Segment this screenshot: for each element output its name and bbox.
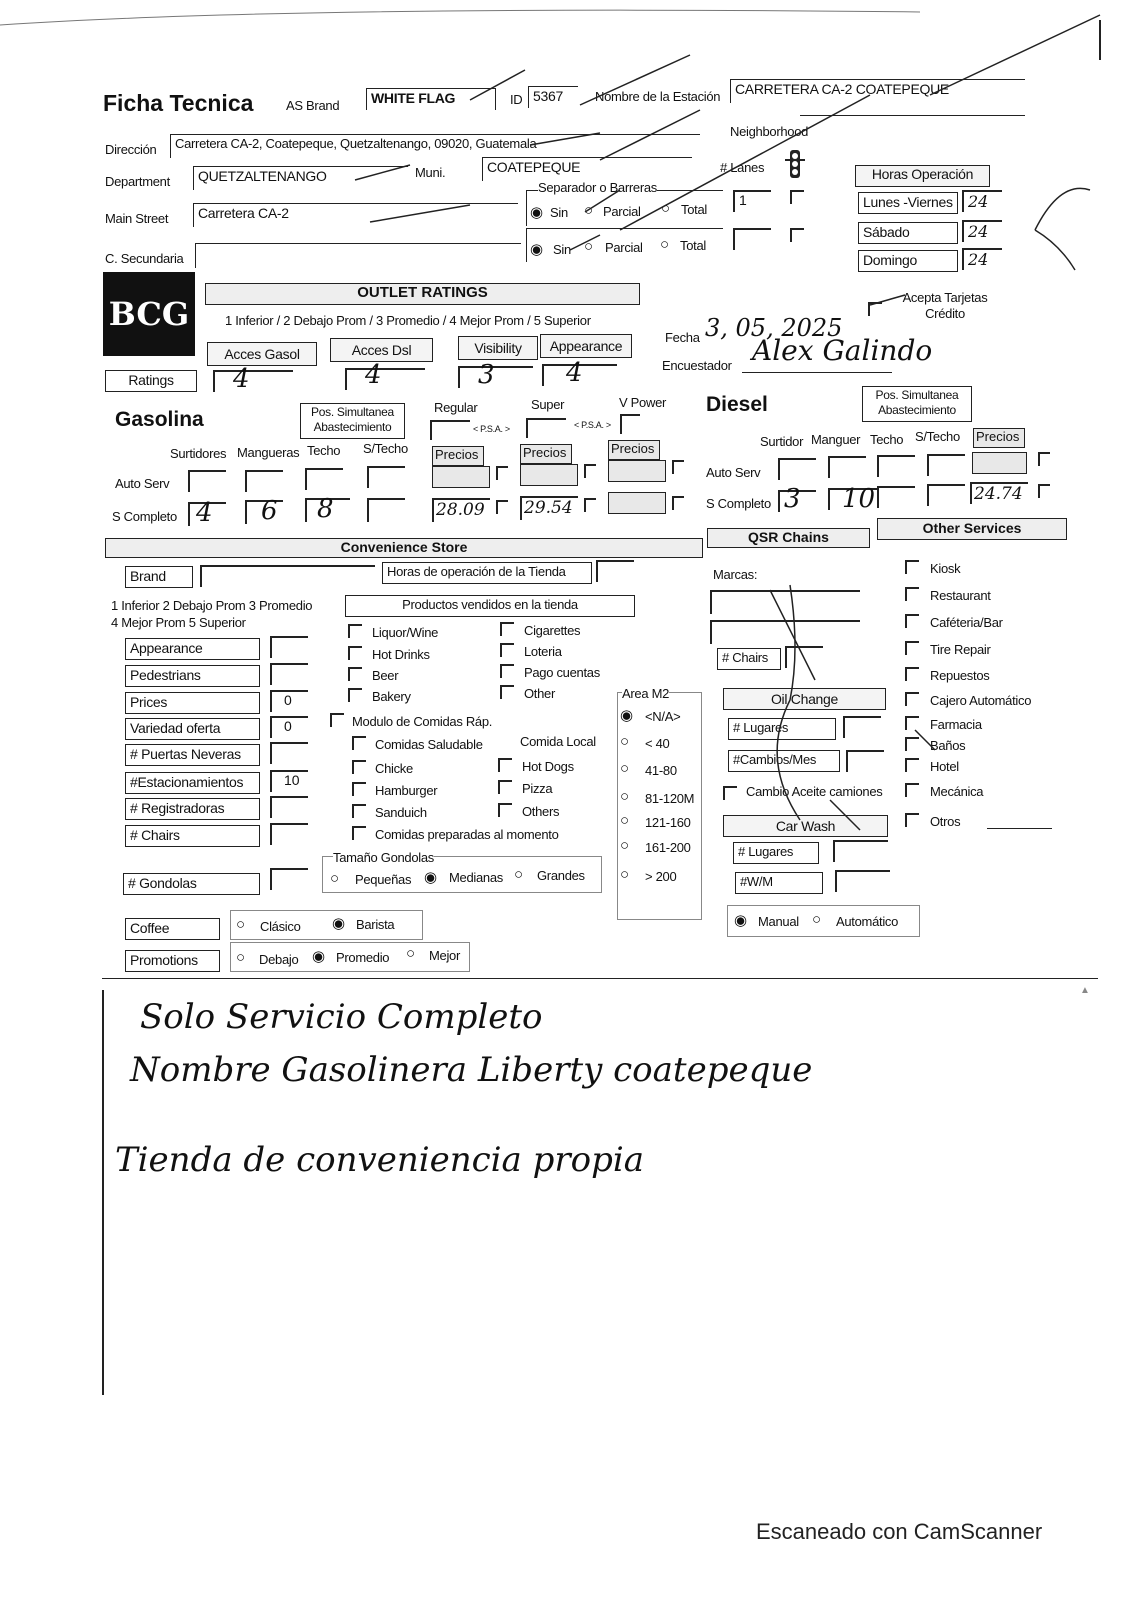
food-label: Sanduich [375, 805, 427, 820]
cs-rating-label: Pedestrians [125, 665, 260, 687]
convenience-scale-1: 1 Inferior 2 Debajo Prom 3 Promedio [111, 598, 313, 613]
as-brand-field[interactable]: WHITE FLAG [366, 88, 496, 110]
as-brand-label: AS Brand [286, 98, 340, 113]
comida-local-label: Comida Local [520, 734, 596, 749]
mangueras-header: Mangueras [237, 445, 300, 460]
horas-tienda-label: Horas de operación de la Tienda [382, 562, 592, 584]
sec-parcial-radio[interactable]: ○ [584, 238, 594, 255]
secundaria-label: C. Secundaria [105, 251, 184, 266]
food-label: Hot Dogs [522, 759, 574, 774]
oil-cambios-label: #Cambios/Mes [728, 750, 840, 772]
area-radio[interactable]: ○ [620, 866, 630, 883]
car-wash-header: Car Wash [723, 815, 888, 837]
id-field[interactable]: 5367 [528, 86, 578, 108]
cs-rating-value: 0 [284, 692, 292, 708]
gas-s-completo-label: S Completo [112, 509, 177, 524]
super-psa-label: < P.S.A. > [574, 420, 611, 430]
wash-automatico-radio[interactable]: ○ [812, 911, 822, 928]
other-service-label: Repuestos [930, 668, 990, 683]
direccion-label: Dirección [105, 142, 157, 157]
coffee-barista-radio[interactable]: ◉ [332, 915, 346, 932]
gas-sc-mangueras-value: 6 [261, 496, 278, 526]
muni-field[interactable]: COATEPEQUE [482, 157, 692, 181]
food-label: Pizza [522, 781, 553, 796]
cs-rating-label: # Chairs [125, 825, 260, 847]
gas-sc-techo-value: 8 [317, 494, 334, 524]
v-power-label: V Power [619, 395, 667, 410]
diesel-precios-header: Precios [973, 428, 1025, 448]
modulo-label: Modulo de Comidas Ráp. [352, 714, 493, 729]
other-services-bar: Other Services [877, 518, 1067, 540]
acepta-tarjetas-label: Acepta Tarjetas Crédito [902, 290, 988, 321]
area-radio[interactable]: ◉ [620, 707, 634, 724]
direccion-field[interactable]: Carretera CA-2, Coatepeque, Quetzaltenango, 09020, Guatemala [170, 134, 700, 158]
diesel-sc-manguer-value: 10 [842, 484, 876, 514]
qsr-chains-bar: QSR Chains [707, 528, 870, 548]
diesel-s-techo-header: S/Techo [915, 429, 960, 444]
coffee-barista-label: Barista [356, 917, 395, 932]
horas-operacion-header: Horas Operación [855, 165, 990, 187]
sabado-value: 24 [968, 222, 989, 241]
other-service-label: Cajero Automático [930, 693, 1032, 708]
muni-label: Muni. [415, 165, 446, 180]
promo-promedio-label: Promedio [336, 950, 390, 965]
gondolas-label: # Gondolas [123, 873, 260, 895]
product-label: Cigarettes [524, 623, 581, 638]
tamano-medianas-radio[interactable]: ◉ [424, 869, 438, 886]
tamano-label: Tamaño Gondolas [333, 850, 435, 865]
food-label: Chicke [375, 761, 413, 776]
oil-lugares-label: # Lugares [728, 718, 836, 740]
diesel-auto-serv-label: Auto Serv [706, 465, 761, 480]
convenience-scale-2: 4 Mejor Prom 5 Superior [111, 615, 246, 630]
other-service-label: Mecánica [930, 784, 984, 799]
surtidores-header: Surtidores [170, 446, 227, 461]
area-option-label: < 40 [645, 736, 670, 751]
tamano-pequenas-radio[interactable]: ○ [330, 870, 340, 887]
sabado-label: Sábado [858, 222, 958, 244]
sec-total-radio[interactable]: ○ [660, 236, 670, 253]
acces-gasol-header: Acces Gasol [207, 342, 317, 366]
gasolina-title: Gasolina [115, 408, 204, 431]
tamano-grandes-radio[interactable]: ○ [514, 866, 524, 883]
domingo-label: Domingo [858, 250, 958, 272]
gas-sc-surtidores-value: 4 [196, 498, 213, 528]
area-option-label: 161-200 [645, 840, 691, 855]
cs-rating-label: # Puertas Neveras [125, 744, 260, 766]
note-line-3: Tienda de conveniencia propia [115, 1140, 645, 1180]
oil-change-header: Oil Change [723, 688, 886, 710]
regular-precios-header: Precios [432, 446, 484, 466]
sec-sin-label: Sin [553, 242, 571, 257]
neighborhood-label: Neighborhood [730, 124, 809, 139]
sep-total-radio[interactable]: ○ [661, 200, 671, 217]
other-service-label: Hotel [930, 759, 959, 774]
brand-label: Brand [125, 566, 193, 588]
techo-header: Techo [307, 443, 341, 458]
area-option-label: 81-120M [645, 791, 695, 806]
note-line-1: Solo Servicio Completo [140, 997, 543, 1037]
cs-rating-label: #Estacionamientos [125, 772, 260, 794]
area-option-label: 121-160 [645, 815, 691, 830]
visibility-header: Visibility [458, 336, 538, 360]
rating-appearance-value: 4 [566, 358, 583, 388]
area-radio[interactable]: ○ [620, 812, 630, 829]
other-service-label: Tire Repair [930, 642, 991, 657]
wash-automatico-label: Automático [836, 914, 899, 929]
encuestador-label: Encuestador [662, 358, 732, 373]
food-label: Comidas preparadas al momento [375, 827, 559, 842]
coffee-clasico-radio[interactable]: ○ [236, 916, 246, 933]
diesel-pos-simultanea: Pos. Simultanea Abastecimiento [862, 386, 972, 422]
outlet-ratings-bar: OUTLET RATINGS [205, 283, 640, 305]
wash-lugares-label: # Lugares [733, 842, 819, 864]
department-field[interactable]: QUETZALTENANGO [193, 166, 408, 190]
notes-scroll-up-icon[interactable]: ▲ [1080, 985, 1090, 996]
camscanner-footer: Escaneado con CamScanner [756, 1519, 1043, 1544]
area-radio[interactable]: ○ [620, 837, 630, 854]
product-label: Hot Drinks [372, 647, 430, 662]
station-label: Nombre de la Estación [595, 89, 721, 104]
s-techo-header: S/Techo [363, 441, 408, 456]
area-radio[interactable]: ○ [620, 733, 630, 750]
lanes-value: 1 [739, 192, 747, 208]
gasolina-pos-simultanea: Pos. Simultanea Abastecimiento [300, 403, 405, 439]
promotions-label: Promotions [125, 950, 220, 972]
diesel-techo-header: Techo [870, 432, 904, 447]
separador-label: Separador o Barreras [538, 180, 658, 195]
coffee-clasico-label: Clásico [260, 919, 301, 934]
promo-promedio-radio[interactable]: ◉ [312, 948, 326, 965]
food-label: Comidas Saludable [375, 737, 483, 752]
product-label: Liquor/Wine [372, 625, 439, 640]
diesel-s-completo-label: S Completo [706, 496, 771, 511]
cambio-aceite-label: Cambio Aceite camiones [746, 784, 883, 799]
encuestador-value[interactable]: Alex Galindo [752, 334, 933, 367]
area-radio[interactable]: ○ [620, 788, 630, 805]
domingo-value: 24 [968, 250, 989, 269]
regular-psa-label: < P.S.A. > [473, 424, 510, 434]
other-service-label: Kiosk [930, 561, 961, 576]
tamano-pequenas-label: Pequeñas [355, 872, 412, 887]
sep-sin-label: Sin [550, 205, 568, 220]
id-label: ID [510, 92, 523, 107]
ratings-label: Ratings [105, 370, 197, 392]
station-field[interactable]: CARRETERA CA-2 COATEPEQUE [730, 79, 1025, 103]
promo-debajo-label: Debajo [259, 952, 299, 967]
product-label: Bakery [372, 689, 411, 704]
tamano-medianas-label: Medianas [449, 870, 503, 885]
rating-acces-gasol-value: 4 [233, 364, 250, 394]
regular-label: Regular [434, 400, 478, 415]
product-label: Beer [372, 668, 399, 683]
sep-parcial-radio[interactable]: ○ [584, 202, 594, 219]
gas-sc-super-price-value: 29.54 [524, 498, 573, 518]
lunes-viernes-value: 24 [968, 192, 989, 211]
note-line-2: Nombre Gasolinera Liberty coatepeque [130, 1050, 813, 1090]
lunes-viernes-label: Lunes -Viernes [858, 192, 958, 214]
department-label: Department [105, 174, 170, 189]
cs-rating-value: 10 [284, 772, 300, 788]
coffee-label: Coffee [125, 918, 220, 940]
fecha-label: Fecha [665, 330, 700, 345]
promo-mejor-radio[interactable]: ○ [406, 945, 416, 962]
marcas-label: Marcas: [713, 567, 758, 582]
food-label: Others [522, 804, 560, 819]
main-street-label: Main Street [105, 211, 169, 226]
sep-parcial-label: Parcial [603, 204, 641, 219]
other-service-label: Caféteria/Bar [930, 615, 1003, 630]
sep-sin-radio[interactable]: ◉ [530, 204, 544, 221]
product-label: Loteria [524, 644, 562, 659]
area-option-label: <N/A> [645, 709, 681, 724]
convenience-store-bar: Convenience Store [105, 538, 703, 558]
tamano-grandes-label: Grandes [537, 868, 585, 883]
acces-dsl-header: Acces Dsl [330, 338, 433, 362]
gas-auto-serv-label: Auto Serv [115, 476, 170, 491]
cs-rating-label: Prices [125, 692, 260, 714]
main-street-field[interactable]: Carretera CA-2 [193, 203, 518, 227]
gas-sc-regular-price-value: 28.09 [436, 500, 485, 520]
product-label: Other [524, 686, 556, 701]
diesel-manguer-header: Manguer [811, 432, 861, 447]
cs-rating-label: # Registradoras [125, 798, 260, 820]
diesel-surtidor-header: Surtidor [760, 434, 804, 449]
qsr-chairs-label: # Chairs [717, 648, 781, 670]
sec-sin-radio[interactable]: ◉ [530, 241, 544, 258]
cs-rating-label: Appearance [125, 638, 260, 660]
diesel-title: Diesel [706, 393, 768, 416]
sep-total-label: Total [681, 202, 707, 217]
other-service-label: Otros [930, 814, 961, 829]
vpower-precios-header: Precios [608, 440, 660, 460]
diesel-sc-surtidor-value: 3 [784, 484, 801, 514]
logo-text: BCG [108, 295, 190, 333]
promo-mejor-label: Mejor [429, 948, 461, 963]
wash-manual-radio[interactable]: ◉ [734, 912, 748, 929]
diesel-sc-price-value: 24.74 [974, 484, 1023, 504]
other-service-label: Restaurant [930, 588, 991, 603]
area-option-label: > 200 [645, 869, 677, 884]
area-radio[interactable]: ○ [620, 760, 630, 777]
fecha-value[interactable]: 3, 05, 2025 [705, 314, 843, 342]
food-label: Hamburger [375, 783, 438, 798]
super-precios-header: Precios [520, 444, 572, 464]
wash-manual-label: Manual [758, 914, 799, 929]
other-service-label: Farmacia [930, 717, 982, 732]
sec-parcial-label: Parcial [605, 240, 643, 255]
appearance-header: Appearance [540, 334, 632, 358]
lanes-label: # Lanes [720, 160, 765, 175]
productos-label: Productos vendidos en la tienda [345, 595, 635, 617]
outlet-scale: 1 Inferior / 2 Debajo Prom / 3 Promedio / 4 Mejor Prom / 5 Superior [225, 313, 591, 328]
sec-total-label: Total [680, 238, 706, 253]
other-service-label: Baños [930, 738, 966, 753]
cs-rating-label: Variedad oferta [125, 718, 260, 740]
promo-debajo-radio[interactable]: ○ [236, 949, 246, 966]
page-title: Ficha Tecnica [103, 90, 254, 116]
area-option-label: 41-80 [645, 763, 677, 778]
area-label: Area M2 [622, 686, 670, 701]
super-label: Super [531, 397, 565, 412]
rating-acces-dsl-value: 4 [365, 360, 382, 390]
cs-rating-value: 0 [284, 718, 292, 734]
wash-wm-label: #W/M [735, 872, 823, 894]
product-label: Pago cuentas [524, 665, 600, 680]
rating-visibility-value: 3 [478, 360, 495, 390]
